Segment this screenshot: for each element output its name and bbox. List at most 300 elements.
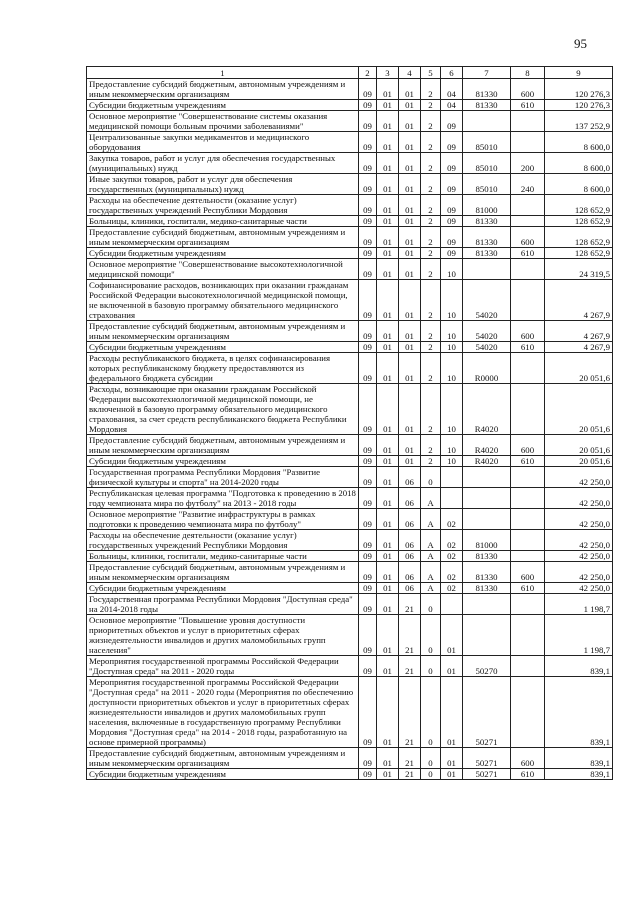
header-cell: 1 [87, 67, 359, 79]
row-code-cell: 2 [421, 353, 441, 384]
row-code-cell: 610 [511, 342, 545, 353]
row-name-cell: Субсидии бюджетным учреждениям [87, 769, 359, 780]
row-code-cell [511, 615, 545, 656]
table-row [87, 677, 613, 748]
row-code-cell: 01 [377, 769, 399, 780]
row-code-cell: 600 [511, 321, 545, 342]
row-name-cell: Расходы республиканского бюджета, в целях софинансирования которых республиканскому бюджету предоставляются из федерального бюджета субсидии [87, 353, 359, 384]
row-code-cell: 09 [359, 227, 377, 248]
row-code-cell: 09 [359, 384, 377, 435]
row-code-cell [511, 509, 545, 530]
row-code-cell: 01 [377, 748, 399, 769]
row-code-cell: 01 [399, 280, 421, 321]
row-amount-cell: 128 652,9 [545, 248, 613, 259]
row-name-cell: Иные закупки товаров, работ и услуг для обеспечения государственных (муниципальных) нужд [87, 174, 359, 195]
row-code-cell: 09 [359, 656, 377, 677]
row-code-cell [463, 615, 511, 656]
row-code-cell: 2 [421, 111, 441, 132]
row-code-cell: 81330 [463, 79, 511, 100]
table-row [87, 321, 613, 342]
row-code-cell: А [421, 488, 441, 509]
table-row [87, 435, 613, 456]
row-code-cell [441, 467, 463, 488]
row-code-cell: 09 [441, 132, 463, 153]
row-code-cell: 09 [359, 562, 377, 583]
table-row [87, 467, 613, 488]
table-header-row [87, 67, 613, 79]
header-cell: 3 [377, 67, 399, 79]
row-code-cell: А [421, 562, 441, 583]
row-name-cell: Основное мероприятие "Повышение уровня доступности приоритетных объектов и услуг в приоритетных сферах жизнедеятельности инвалидов и других маломобильных групп населения" [87, 615, 359, 656]
row-code-cell: 09 [359, 153, 377, 174]
row-code-cell: 10 [441, 384, 463, 435]
table-row [87, 195, 613, 216]
row-code-cell: 600 [511, 435, 545, 456]
row-code-cell [463, 488, 511, 509]
row-code-cell: 2 [421, 280, 441, 321]
row-code-cell: 54020 [463, 342, 511, 353]
row-code-cell: 04 [441, 79, 463, 100]
row-code-cell: R4020 [463, 435, 511, 456]
table-row [87, 488, 613, 509]
row-name-cell: Расходы на обеспечение деятельности (оказание услуг) государственных учреждений Республики Мордовия [87, 530, 359, 551]
row-code-cell: 09 [359, 280, 377, 321]
table-row [87, 227, 613, 248]
row-code-cell: 81000 [463, 195, 511, 216]
row-code-cell: 81330 [463, 248, 511, 259]
row-code-cell: 2 [421, 321, 441, 342]
row-code-cell: 09 [359, 435, 377, 456]
row-code-cell: 06 [399, 509, 421, 530]
row-code-cell [511, 384, 545, 435]
row-name-cell: Предоставление субсидий бюджетным, автономным учреждениям и иным некоммерческим организациям [87, 79, 359, 100]
row-code-cell: 01 [399, 384, 421, 435]
row-code-cell: 81330 [463, 583, 511, 594]
row-code-cell: 01 [399, 342, 421, 353]
row-name-cell: Расходы на обеспечение деятельности (оказание услуг) государственных учреждений Республики Мордовия [87, 195, 359, 216]
row-code-cell: 01 [441, 769, 463, 780]
row-amount-cell: 20 051,6 [545, 353, 613, 384]
row-code-cell: А [421, 551, 441, 562]
row-code-cell: 2 [421, 174, 441, 195]
row-code-cell: 01 [399, 111, 421, 132]
row-amount-cell: 8 600,0 [545, 153, 613, 174]
row-code-cell: 01 [377, 594, 399, 615]
row-code-cell [463, 594, 511, 615]
row-code-cell: 01 [377, 488, 399, 509]
row-amount-cell: 42 250,0 [545, 562, 613, 583]
row-code-cell: 50270 [463, 656, 511, 677]
row-amount-cell: 42 250,0 [545, 467, 613, 488]
row-code-cell: 85010 [463, 132, 511, 153]
row-code-cell: 09 [359, 174, 377, 195]
row-code-cell: 09 [359, 216, 377, 227]
table-row [87, 342, 613, 353]
row-code-cell: 09 [359, 551, 377, 562]
table-row [87, 280, 613, 321]
row-code-cell: 09 [359, 748, 377, 769]
row-code-cell: 01 [377, 174, 399, 195]
row-name-cell: Софинансирование расходов, возникающих при оказании гражданам Российской Федерации высокотехнологичной медицинской помощи, не включенной в базовую программу обязательного медицинского страхования [87, 280, 359, 321]
row-code-cell [511, 488, 545, 509]
row-code-cell: 09 [359, 342, 377, 353]
row-name-cell: Государственная программа Республики Мордовия "Развитие физической культуры и спорта" на 2014-2020 годы [87, 467, 359, 488]
row-amount-cell: 4 267,9 [545, 321, 613, 342]
row-code-cell: 81000 [463, 530, 511, 551]
table-row [87, 769, 613, 780]
row-code-cell: 02 [441, 583, 463, 594]
row-code-cell: 06 [399, 562, 421, 583]
row-code-cell: 2 [421, 132, 441, 153]
row-amount-cell: 42 250,0 [545, 583, 613, 594]
row-code-cell [511, 195, 545, 216]
row-code-cell: 01 [399, 216, 421, 227]
row-code-cell: 09 [359, 79, 377, 100]
row-amount-cell: 1 198,7 [545, 594, 613, 615]
row-name-cell: Закупка товаров, работ и услуг для обеспечения государственных (муниципальных) нужд [87, 153, 359, 174]
table-row [87, 748, 613, 769]
row-code-cell: 09 [359, 353, 377, 384]
row-code-cell: 09 [359, 132, 377, 153]
row-code-cell: 01 [399, 259, 421, 280]
row-amount-cell: 839,1 [545, 748, 613, 769]
row-code-cell: 09 [359, 100, 377, 111]
row-code-cell: 50271 [463, 677, 511, 748]
row-code-cell [463, 259, 511, 280]
row-code-cell [511, 132, 545, 153]
row-code-cell: 610 [511, 100, 545, 111]
row-code-cell: R4020 [463, 456, 511, 467]
row-code-cell [511, 656, 545, 677]
row-amount-cell: 4 267,9 [545, 280, 613, 321]
row-code-cell: 01 [399, 353, 421, 384]
row-name-cell: Централизованные закупки медикаментов и медицинского оборудования [87, 132, 359, 153]
row-code-cell: 0 [421, 748, 441, 769]
row-code-cell: 610 [511, 769, 545, 780]
row-code-cell: 01 [377, 248, 399, 259]
row-code-cell: 2 [421, 384, 441, 435]
row-code-cell [511, 594, 545, 615]
row-code-cell: 10 [441, 259, 463, 280]
row-code-cell: 21 [399, 769, 421, 780]
row-code-cell: 06 [399, 551, 421, 562]
table-row [87, 656, 613, 677]
row-code-cell: 01 [377, 321, 399, 342]
row-code-cell: 06 [399, 467, 421, 488]
row-code-cell: 2 [421, 79, 441, 100]
row-amount-cell: 839,1 [545, 677, 613, 748]
row-code-cell: 01 [377, 656, 399, 677]
row-code-cell [441, 488, 463, 509]
row-amount-cell: 1 198,7 [545, 615, 613, 656]
row-code-cell: 01 [377, 111, 399, 132]
row-code-cell: 09 [359, 467, 377, 488]
table-row [87, 216, 613, 227]
row-code-cell: 09 [359, 530, 377, 551]
row-code-cell: 10 [441, 435, 463, 456]
row-code-cell: 09 [359, 195, 377, 216]
row-code-cell: 09 [359, 248, 377, 259]
row-code-cell: 01 [377, 562, 399, 583]
row-code-cell: 81330 [463, 216, 511, 227]
row-code-cell: 21 [399, 594, 421, 615]
row-code-cell: 09 [359, 259, 377, 280]
row-code-cell: 01 [441, 656, 463, 677]
header-cell: 2 [359, 67, 377, 79]
row-code-cell: 01 [377, 100, 399, 111]
row-amount-cell: 8 600,0 [545, 174, 613, 195]
row-code-cell: 01 [377, 551, 399, 562]
row-code-cell: 81330 [463, 551, 511, 562]
row-code-cell: 01 [377, 530, 399, 551]
row-code-cell: 01 [399, 153, 421, 174]
row-code-cell [511, 353, 545, 384]
row-code-cell: 09 [359, 321, 377, 342]
row-code-cell: 01 [441, 677, 463, 748]
row-amount-cell: 42 250,0 [545, 488, 613, 509]
row-name-cell: Мероприятия государственной программы Российской Федерации "Доступная среда" на 2011 - 2020 годы [87, 656, 359, 677]
row-code-cell: 01 [399, 248, 421, 259]
row-name-cell: Предоставление субсидий бюджетным, автономным учреждениям и иным некоммерческим организациям [87, 748, 359, 769]
row-code-cell: 09 [441, 227, 463, 248]
row-code-cell: 01 [377, 132, 399, 153]
table-row [87, 530, 613, 551]
row-code-cell [511, 216, 545, 227]
row-code-cell: 01 [399, 435, 421, 456]
row-code-cell: 01 [377, 153, 399, 174]
row-code-cell: 02 [441, 551, 463, 562]
row-code-cell: 09 [359, 594, 377, 615]
row-code-cell: 01 [399, 195, 421, 216]
row-name-cell: Предоставление субсидий бюджетным, автономным учреждениям и иным некоммерческим организациям [87, 435, 359, 456]
row-name-cell: Субсидии бюджетным учреждениям [87, 248, 359, 259]
row-code-cell: 81330 [463, 227, 511, 248]
row-name-cell: Субсидии бюджетным учреждениям [87, 100, 359, 111]
row-code-cell: 01 [377, 677, 399, 748]
row-code-cell: 01 [441, 748, 463, 769]
row-code-cell: 02 [441, 509, 463, 530]
row-code-cell: 01 [377, 216, 399, 227]
row-code-cell: 01 [377, 384, 399, 435]
row-code-cell: 04 [441, 100, 463, 111]
row-code-cell [441, 594, 463, 615]
row-code-cell: А [421, 509, 441, 530]
row-code-cell: 2 [421, 248, 441, 259]
row-code-cell: 01 [399, 100, 421, 111]
row-amount-cell: 42 250,0 [545, 509, 613, 530]
row-code-cell: 01 [399, 132, 421, 153]
row-name-cell: Субсидии бюджетным учреждениям [87, 456, 359, 467]
row-name-cell: Мероприятия государственной программы Российской Федерации "Доступная среда" на 2011 - 2020 годы (Мероприятия по обеспечению доступности приоритетных объектов и услуг в приоритетных сферах жизнедеятельности инвалидов и других маломобильных групп населения, включенные в государственную программу Республики Мордовия "Доступная среда" на 2014 - 2018 годы, разработанную на основе примерной программы) [87, 677, 359, 748]
header-cell: 4 [399, 67, 421, 79]
row-code-cell [511, 530, 545, 551]
table-row [87, 259, 613, 280]
row-code-cell [463, 111, 511, 132]
row-name-cell: Предоставление субсидий бюджетным, автономным учреждениям и иным некоммерческим организациям [87, 227, 359, 248]
row-amount-cell: 20 051,6 [545, 456, 613, 467]
row-code-cell: 01 [377, 79, 399, 100]
row-code-cell: 0 [421, 615, 441, 656]
row-code-cell [511, 280, 545, 321]
table-row [87, 594, 613, 615]
row-code-cell: R0000 [463, 353, 511, 384]
row-code-cell: 85010 [463, 174, 511, 195]
row-code-cell: А [421, 530, 441, 551]
row-code-cell: 2 [421, 216, 441, 227]
table-row [87, 615, 613, 656]
row-code-cell: 09 [441, 153, 463, 174]
table-row [87, 384, 613, 435]
row-amount-cell: 8 600,0 [545, 132, 613, 153]
row-code-cell: 09 [359, 677, 377, 748]
row-code-cell: 50271 [463, 748, 511, 769]
row-code-cell: 01 [377, 227, 399, 248]
row-code-cell: 06 [399, 530, 421, 551]
row-code-cell: 10 [441, 456, 463, 467]
row-name-cell: Расходы, возникающие при оказании гражданам Российской Федерации высокотехнологичной медицинской помощи, не включенной в базовую программу обязательного медицинского страхования, за счет средств республиканского бюджета Республики Мордовия [87, 384, 359, 435]
row-code-cell: R4020 [463, 384, 511, 435]
table-row [87, 153, 613, 174]
row-code-cell: 21 [399, 677, 421, 748]
table-row [87, 456, 613, 467]
row-code-cell [511, 551, 545, 562]
row-code-cell: 0 [421, 769, 441, 780]
row-name-cell: Субсидии бюджетным учреждениям [87, 583, 359, 594]
row-code-cell: 01 [377, 583, 399, 594]
row-code-cell [463, 509, 511, 530]
row-name-cell: Основное мероприятие "Развитие инфраструктуры в рамках подготовки к проведению чемпионата мира по футболу" [87, 509, 359, 530]
row-code-cell: 09 [441, 174, 463, 195]
row-code-cell: 06 [399, 488, 421, 509]
row-code-cell: 21 [399, 656, 421, 677]
row-code-cell: 2 [421, 153, 441, 174]
row-code-cell: 10 [441, 353, 463, 384]
row-code-cell: 2 [421, 195, 441, 216]
row-code-cell: 610 [511, 248, 545, 259]
row-code-cell: 01 [399, 321, 421, 342]
row-code-cell [511, 677, 545, 748]
row-code-cell: 09 [441, 195, 463, 216]
row-name-cell: Основное мероприятие "Совершенствование высокотехнологичной медицинской помощи" [87, 259, 359, 280]
row-name-cell: Республиканская целевая программа "Подготовка к проведению в 2018 году чемпионата мира по футболу" на 2013 - 2018 годы [87, 488, 359, 509]
row-code-cell: 2 [421, 100, 441, 111]
row-name-cell: Больницы, клиники, госпитали, медико-санитарные части [87, 216, 359, 227]
row-code-cell: 09 [359, 111, 377, 132]
row-code-cell: 09 [441, 248, 463, 259]
row-code-cell: 54020 [463, 321, 511, 342]
table-row [87, 248, 613, 259]
row-code-cell: 0 [421, 656, 441, 677]
row-code-cell: 10 [441, 280, 463, 321]
budget-table [86, 66, 613, 780]
row-code-cell [511, 467, 545, 488]
row-code-cell [511, 111, 545, 132]
row-code-cell: 01 [377, 615, 399, 656]
row-code-cell: 2 [421, 227, 441, 248]
row-code-cell: 01 [377, 280, 399, 321]
table-body [87, 79, 613, 780]
row-code-cell: 01 [377, 509, 399, 530]
row-code-cell: 09 [359, 583, 377, 594]
row-code-cell: 09 [359, 456, 377, 467]
table-row [87, 174, 613, 195]
table-row [87, 562, 613, 583]
row-code-cell: 01 [377, 259, 399, 280]
row-amount-cell: 4 267,9 [545, 342, 613, 353]
row-code-cell: 09 [359, 769, 377, 780]
row-code-cell: 600 [511, 748, 545, 769]
table-row [87, 132, 613, 153]
table-row [87, 353, 613, 384]
table-row [87, 100, 613, 111]
row-code-cell: 600 [511, 227, 545, 248]
row-name-cell: Основное мероприятие "Совершенствование системы оказания медицинской помощи больным прочими заболеваниями" [87, 111, 359, 132]
row-amount-cell: 128 652,9 [545, 216, 613, 227]
row-amount-cell: 128 652,9 [545, 227, 613, 248]
row-code-cell: 01 [377, 435, 399, 456]
table-row [87, 509, 613, 530]
row-name-cell: Предоставление субсидий бюджетным, автономным учреждениям и иным некоммерческим организациям [87, 562, 359, 583]
row-code-cell: 02 [441, 562, 463, 583]
row-code-cell: 10 [441, 342, 463, 353]
row-code-cell: 01 [377, 195, 399, 216]
row-name-cell: Субсидии бюджетным учреждениям [87, 342, 359, 353]
row-code-cell: 02 [441, 530, 463, 551]
row-amount-cell: 120 276,3 [545, 100, 613, 111]
row-code-cell: 0 [421, 467, 441, 488]
row-code-cell: 81330 [463, 100, 511, 111]
row-code-cell: 240 [511, 174, 545, 195]
row-code-cell [511, 259, 545, 280]
row-amount-cell: 128 652,9 [545, 195, 613, 216]
page-number: 95 [574, 36, 587, 51]
row-code-cell [463, 467, 511, 488]
row-code-cell: 01 [399, 174, 421, 195]
row-amount-cell: 137 252,9 [545, 111, 613, 132]
row-code-cell: 21 [399, 615, 421, 656]
row-code-cell: 01 [399, 227, 421, 248]
row-code-cell: 01 [399, 79, 421, 100]
row-code-cell: 2 [421, 456, 441, 467]
row-code-cell: 09 [441, 111, 463, 132]
row-code-cell: 200 [511, 153, 545, 174]
row-code-cell: 610 [511, 583, 545, 594]
row-code-cell: 09 [441, 216, 463, 227]
row-code-cell: 10 [441, 321, 463, 342]
table-row [87, 79, 613, 100]
table-row [87, 583, 613, 594]
row-code-cell: 0 [421, 677, 441, 748]
table-row [87, 111, 613, 132]
row-name-cell: Больницы, клиники, госпитали, медико-санитарные части [87, 551, 359, 562]
row-name-cell: Государственная программа Республики Мордовия "Доступная среда" на 2014-2018 годы [87, 594, 359, 615]
row-amount-cell: 20 051,6 [545, 384, 613, 435]
header-cell: 8 [511, 67, 545, 79]
row-code-cell: 01 [377, 353, 399, 384]
row-code-cell: 2 [421, 259, 441, 280]
row-code-cell: 600 [511, 79, 545, 100]
row-amount-cell: 839,1 [545, 769, 613, 780]
row-amount-cell: 839,1 [545, 656, 613, 677]
table-row [87, 551, 613, 562]
header-cell: 6 [441, 67, 463, 79]
row-code-cell: 0 [421, 594, 441, 615]
row-code-cell: 01 [377, 456, 399, 467]
header-cell: 5 [421, 67, 441, 79]
row-code-cell: 81330 [463, 562, 511, 583]
header-cell: 9 [545, 67, 613, 79]
row-amount-cell: 42 250,0 [545, 551, 613, 562]
